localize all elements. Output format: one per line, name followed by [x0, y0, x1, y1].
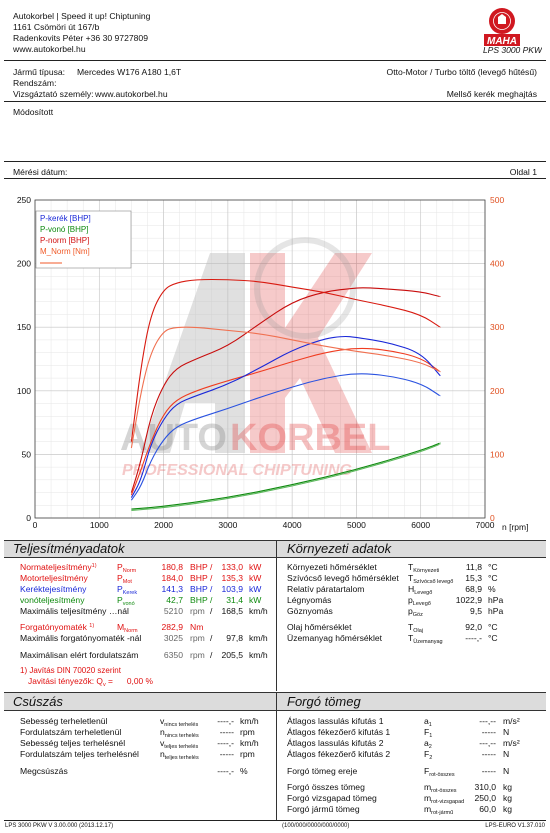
- max-power-sep: /: [210, 606, 213, 616]
- x-tick-label: 5000: [346, 520, 366, 530]
- x-tick-label: 1000: [89, 520, 109, 530]
- footer-right: LPS-EURO V1.37.010: [485, 823, 545, 829]
- power-chart: [0, 178, 550, 538]
- perf-row-bhp-unit: BHP: [190, 573, 208, 583]
- mass-row-label: Átlagos fékezőerő kifutás 2: [287, 749, 391, 759]
- x-tick-label: 4000: [282, 520, 302, 530]
- mass-row-label: Forgó tömeg ereje: [287, 766, 358, 776]
- max-torque-sep: /: [210, 633, 213, 643]
- mass-row-symbol: [424, 766, 455, 776]
- perf-row-kw-unit: kW: [249, 595, 262, 605]
- perf-row-sep: /: [210, 584, 213, 594]
- env-row-symbol-sub: Szívócső levegő: [413, 579, 454, 585]
- env-row-symbol-main: T: [408, 633, 414, 643]
- mass-row-symbol-main: a: [424, 716, 429, 726]
- y-right-tick-label: 100: [490, 449, 505, 460]
- watermark-text-sub: PROFESSIONAL CHIPTUNING: [122, 462, 352, 479]
- env-row-label: Szívócső levegő hőmérséklet: [287, 573, 399, 583]
- env-row-symbol-sub: Levegő: [414, 590, 433, 596]
- perf-row-kw-unit: kW: [249, 584, 262, 594]
- mass-row-symbol-sub: 1: [428, 722, 432, 728]
- slip-row-symbol-sub: nincs terhelés: [164, 722, 199, 728]
- mass-row-unit: kg: [503, 782, 513, 792]
- slip-row-symbol-main: n: [160, 727, 165, 737]
- env-row-symbol-sub: Üzemanyag: [413, 639, 443, 645]
- perf-row-label: [20, 562, 97, 572]
- mass-row-unit: kg: [503, 793, 513, 803]
- perf-row-bhp-unit: BHP: [190, 562, 208, 572]
- perf-row-symbol-sub: vonó: [122, 601, 135, 607]
- footnote-din: 1) Javítás DIN 70020 szerint: [20, 666, 121, 675]
- mass-row-symbol-main: m: [424, 804, 432, 814]
- mass-row-unit: m/s²: [503, 716, 520, 726]
- mass-row-value: -----: [481, 766, 496, 776]
- mass-row-symbol: [424, 782, 457, 792]
- section-divider: [276, 540, 277, 691]
- slip-row-label: Fordulatszám teljes terhelésnél: [20, 749, 139, 759]
- mass-row-unit: N: [503, 766, 510, 776]
- mass-row-symbol-main: m: [424, 782, 432, 792]
- slip-row-value: ----,-: [217, 766, 234, 776]
- legend-p-kerek: P-kerék [BHP]: [40, 214, 91, 223]
- perf-row-symbol: [117, 562, 136, 572]
- perf-row-symbol-main: P: [117, 573, 123, 583]
- y-left-tick-label: 0: [26, 513, 31, 523]
- x-tick-label: 7000: [475, 520, 495, 530]
- y-right-tick-label: 0: [490, 513, 495, 523]
- mass-row-symbol: [424, 738, 432, 748]
- vehicle-type-label: Jármű típusa:: [13, 67, 66, 77]
- max-power-speed-unit: km/h: [249, 606, 268, 616]
- mass-row-symbol-sub: 1: [429, 733, 433, 739]
- mass-row-unit: N: [503, 749, 510, 759]
- max-rpm-rpm-unit: rpm: [190, 650, 205, 660]
- legend-p-norm: P-norm [BHP]: [40, 236, 90, 245]
- slip-row-symbol: [160, 727, 199, 737]
- env-row-label: Környezeti hőmérséklet: [287, 562, 377, 572]
- slip-row-symbol: [160, 738, 198, 748]
- company-contact: Radenkovits Péter +36 30 9727809: [13, 33, 148, 43]
- engine-type: Otto-Motor / Turbo töltő (levegő hűtésű): [386, 67, 537, 77]
- max-rpm-speed-unit: km/h: [249, 650, 268, 660]
- env-row-label: Üzemanyag hőmérséklet: [287, 633, 383, 643]
- mass-row-symbol: [424, 749, 432, 759]
- slip-row-unit: rpm: [240, 727, 255, 737]
- slip-row-label: Sebesség terheletlenül: [20, 716, 108, 726]
- y-left-tick-label: 100: [16, 385, 31, 396]
- watermark-text-auto: AUTO: [120, 417, 227, 459]
- slip-row-value: ----,-: [217, 716, 234, 726]
- perf-row-kw: 133,0: [221, 562, 243, 572]
- perf-label-text: Keréktejesítmény: [20, 584, 87, 594]
- env-row-symbol: [408, 595, 431, 605]
- watermark: [120, 240, 390, 479]
- y-left-tick-label: 50: [21, 449, 31, 460]
- brand-name: MAHA: [487, 36, 517, 47]
- x-tick-label: 3000: [218, 520, 238, 530]
- max-rpm-label: Maximálisan elért fordulatszám: [20, 650, 139, 660]
- env-row-value: 15,3: [465, 573, 482, 583]
- env-row-value: 9,5: [470, 606, 482, 616]
- env-row-symbol: [408, 584, 432, 594]
- mass-row-value: -----: [481, 727, 496, 737]
- max-torque-speed-unit: km/h: [249, 633, 268, 643]
- mass-row-symbol-sub: 2: [428, 744, 432, 750]
- slip-mass-title-bar: [4, 692, 546, 711]
- env-row-symbol-main: T: [408, 573, 414, 583]
- perf-row-label: [20, 595, 85, 605]
- env-row-value: 68,9: [465, 584, 482, 594]
- y-right-tick-label: 300: [490, 322, 505, 333]
- mass-row-unit: N: [503, 727, 510, 737]
- perf-row-kw: 135,3: [221, 573, 243, 583]
- legend-m-norm: M_Norm [Nm]: [40, 247, 90, 256]
- footer-left: LPS 3000 PKW V 3.00.000 (2013.12.17): [5, 823, 114, 829]
- footer-divider: [4, 820, 546, 821]
- env-row-label: Olaj hőmérséklet: [287, 622, 352, 632]
- perf-row-symbol-sub: Norm: [122, 568, 137, 574]
- slip-row-unit: rpm: [240, 749, 255, 759]
- x-tick-label: 6000: [411, 520, 431, 530]
- max-power-label: Maximális teljesítmény …nál: [20, 606, 129, 616]
- mass-row-symbol-sub: rot-vizsgapad: [431, 799, 465, 805]
- mass-row-value: -----: [481, 749, 496, 759]
- env-row-unit: °C: [488, 573, 498, 583]
- perf-row-kw-unit: kW: [249, 562, 262, 572]
- perf-row-symbol-main: P: [117, 584, 123, 594]
- perf-row-kw: 103,9: [221, 584, 243, 594]
- max-torque-label: Maximális forgatónyomaték -nál: [20, 633, 142, 643]
- env-row-symbol-main: T: [408, 622, 414, 632]
- env-row-value: 92,0: [465, 622, 482, 632]
- perf-row-symbol: [117, 595, 135, 605]
- slip-row-symbol-main: v: [160, 738, 165, 748]
- mass-row-symbol-sub: rot-összes: [431, 788, 457, 794]
- env-row-unit: °C: [488, 633, 498, 643]
- mass-row-value: ---,--: [479, 738, 496, 748]
- mass-row-symbol-main: F: [424, 766, 430, 776]
- env-row-symbol-main: p: [408, 595, 413, 605]
- max-power-speed: 168,5: [221, 606, 243, 616]
- mass-row-label: Forgó vizsgapad tömeg: [287, 793, 377, 803]
- env-row-symbol-sub: Levegő: [412, 601, 431, 607]
- notes: Módosított: [13, 107, 54, 117]
- perf-row-symbol-sub: Mot: [122, 579, 132, 585]
- mass-row-label: Forgó jármű tömeg: [287, 804, 360, 814]
- legend-p-vono: P-vonó [BHP]: [40, 225, 89, 234]
- section-divider: [276, 692, 277, 820]
- max-torque-speed: 97,8: [226, 633, 243, 643]
- env-row-symbol-sub: Olaj: [413, 628, 424, 634]
- drive-type: Mellső kerék meghajtás: [446, 89, 537, 99]
- perf-row-bhp-unit: BHP: [190, 584, 208, 594]
- y-left-tick-label: 150: [16, 322, 31, 333]
- mass-row-symbol-sub: 2: [429, 755, 433, 761]
- env-row-symbol-main: H: [408, 584, 415, 594]
- env-title: Környezeti adatok: [287, 541, 392, 556]
- perf-row-kw: 31,4: [226, 595, 243, 605]
- env-row-symbol-sub: Környezeti: [413, 568, 440, 574]
- maha-logo: [462, 4, 542, 54]
- tester-label: Vizsgáztató személy:: [13, 89, 94, 99]
- tester-value: www.autokorbel.hu: [95, 89, 168, 99]
- mass-row-label: Átlagos fékezőerő kifutás 1: [287, 727, 391, 737]
- slip-row-value: -----: [219, 727, 234, 737]
- company-website: www.autokorbel.hu: [13, 44, 86, 54]
- env-row-label: Légnyomás: [287, 595, 332, 605]
- env-row-symbol-main: T: [408, 562, 414, 572]
- perf-label-text: vonóteljesítmény: [20, 595, 85, 605]
- mass-row-label: Átlagos lassulás kifutás 2: [287, 738, 384, 748]
- perf-row-symbol: [117, 584, 137, 594]
- env-row-value: 1022,9: [455, 595, 482, 605]
- env-row-label: Göznyomás: [287, 606, 333, 616]
- mass-row-label: Átlagos lassulás kifutás 1: [287, 716, 384, 726]
- watermark-text-korbel: KORBEL: [230, 417, 391, 459]
- company-name: Autokorbel | Speed it up! Chiptuning: [13, 11, 151, 21]
- x-axis-label: n [rpm]: [502, 522, 529, 532]
- slip-row-label: Fordulatszám terheletlenül: [20, 727, 122, 737]
- divider: [4, 161, 546, 162]
- max-power-rpm-unit: rpm: [190, 606, 205, 616]
- perf-row-symbol-main: P: [117, 595, 123, 605]
- slip-row-symbol-main: v: [160, 716, 165, 726]
- vehicle-type-value: Mercedes W176 A180 1,6T: [77, 67, 182, 77]
- mass-title: Forgó tömeg: [287, 694, 361, 709]
- env-row-symbol-sub: Göz: [412, 612, 423, 618]
- perf-row-bhp: 180,8: [161, 562, 183, 572]
- env-row-symbol: [408, 573, 453, 583]
- torque-unit: Nm: [190, 622, 204, 632]
- perf-row-symbol-main: P: [117, 562, 123, 572]
- env-row-unit: °C: [488, 622, 498, 632]
- y-right-tick-label: 200: [490, 385, 505, 396]
- perf-row-bhp: 184,0: [161, 573, 183, 583]
- perf-title: Teljesítményadatok: [13, 541, 125, 556]
- slip-row-unit: %: [240, 766, 248, 776]
- env-row-symbol: [408, 562, 439, 572]
- perf-label-sup: 1): [91, 563, 97, 569]
- x-tick-label: 2000: [154, 520, 174, 530]
- env-row-value: ----,-: [465, 633, 482, 643]
- max-rpm-speed: 205,5: [221, 650, 243, 660]
- footnote-correction: Javitási tényezők: $Q_v$ = 0,00 %: [28, 676, 153, 688]
- divider: [4, 60, 546, 61]
- env-row-unit: °C: [488, 562, 498, 572]
- mass-row-symbol-main: a: [424, 738, 429, 748]
- mass-row-symbol-main: m: [424, 793, 432, 803]
- mass-row-value: 310,0: [474, 782, 496, 792]
- slip-title: Csúszás: [13, 694, 63, 709]
- perf-row-bhp-unit: BHP: [190, 595, 208, 605]
- slip-row-symbol-sub: teljes terhelés: [164, 744, 199, 750]
- slip-row-symbol: [160, 716, 198, 726]
- max-rpm-sep: /: [210, 650, 213, 660]
- env-row-value: 11,8: [465, 562, 482, 572]
- slip-row-symbol-sub: nincs terhelés: [164, 733, 199, 739]
- slip-row-label: Megcsúszás: [20, 766, 68, 776]
- perf-row-bhp: 42,7: [166, 595, 183, 605]
- perf-label-text: Normateljesítmény: [20, 562, 92, 572]
- env-row-label: Relatív páratartalom: [287, 584, 365, 594]
- perf-row-label: [20, 584, 86, 594]
- company-address: 1161 Csömöri út 167/b: [13, 22, 100, 32]
- mass-row-symbol-sub: rot-jármű: [431, 810, 454, 816]
- env-row-unit: hPa: [488, 595, 504, 605]
- mass-row-value: ---,--: [479, 716, 496, 726]
- footer-center: (100/000/0000/000/0000): [282, 823, 350, 829]
- torque-value: 282,9: [161, 622, 183, 632]
- perf-label-text: Motorteljesítmény: [20, 573, 88, 583]
- mass-row-value: 60,0: [479, 804, 496, 814]
- torque-symbol: $M_{Norm}$: [117, 622, 138, 634]
- y-right-tick-label: 500: [490, 195, 505, 205]
- mass-row-symbol: [424, 793, 464, 803]
- mass-row-symbol-main: F: [424, 749, 430, 759]
- mass-row-symbol-sub: rot-összes: [429, 772, 455, 778]
- perf-row-symbol: [117, 573, 132, 583]
- plate-label: Rendszám:: [13, 78, 57, 88]
- env-row-symbol: [408, 633, 443, 643]
- max-torque-rpm-unit: rpm: [190, 633, 205, 643]
- mass-row-unit: m/s²: [503, 738, 520, 748]
- y-right-tick-label: 400: [490, 258, 505, 269]
- slip-row-symbol-main: n: [160, 749, 165, 759]
- x-tick-label: 0: [32, 520, 38, 530]
- slip-row-value: ----,-: [217, 738, 234, 748]
- slip-row-unit: km/h: [240, 716, 259, 726]
- mass-row-symbol: [424, 804, 453, 814]
- max-rpm-rpm: 6350: [163, 650, 183, 660]
- max-power-rpm: 5210: [163, 606, 183, 616]
- mass-row-symbol-main: F: [424, 727, 430, 737]
- date-label: Mérési dátum:: [13, 167, 68, 177]
- env-row-unit: %: [488, 584, 496, 594]
- mass-row-value: 250,0: [474, 793, 496, 803]
- slip-row-label: Sebesség teljes terhelésnél: [20, 738, 126, 748]
- perf-row-symbol-sub: Kerek: [122, 590, 138, 596]
- mass-row-unit: kg: [503, 804, 513, 814]
- max-torque-rpm: 3025: [163, 633, 183, 643]
- perf-row-sep: /: [210, 573, 213, 583]
- env-row-symbol: [408, 622, 423, 632]
- slip-row-unit: km/h: [240, 738, 259, 748]
- perf-row-kw-unit: kW: [249, 573, 262, 583]
- page-number: Oldal 1: [509, 167, 537, 177]
- mass-row-symbol: [424, 727, 432, 737]
- env-row-symbol: [408, 606, 423, 616]
- torque-label: Forgatónyomaték $^{1)}$: [20, 622, 95, 632]
- env-row-unit: hPa: [488, 606, 504, 616]
- perf-row-sep: /: [210, 595, 213, 605]
- slip-row-symbol: [160, 749, 199, 759]
- slip-row-symbol-sub: teljes terhelés: [164, 755, 199, 761]
- perf-row-label: [20, 573, 88, 583]
- slip-row-value: -----: [219, 749, 234, 759]
- divider: [4, 101, 546, 102]
- perf-row-sep: /: [210, 562, 213, 572]
- perf-row-bhp: 141,3: [161, 584, 183, 594]
- y-left-tick-label: 250: [16, 195, 31, 205]
- mass-row-symbol: [424, 716, 432, 726]
- env-row-symbol-main: p: [408, 606, 413, 616]
- brand-model: LPS 3000 PKW: [482, 45, 542, 54]
- y-left-tick-label: 200: [16, 258, 31, 269]
- mass-row-label: Forgó összes tömeg: [287, 782, 365, 792]
